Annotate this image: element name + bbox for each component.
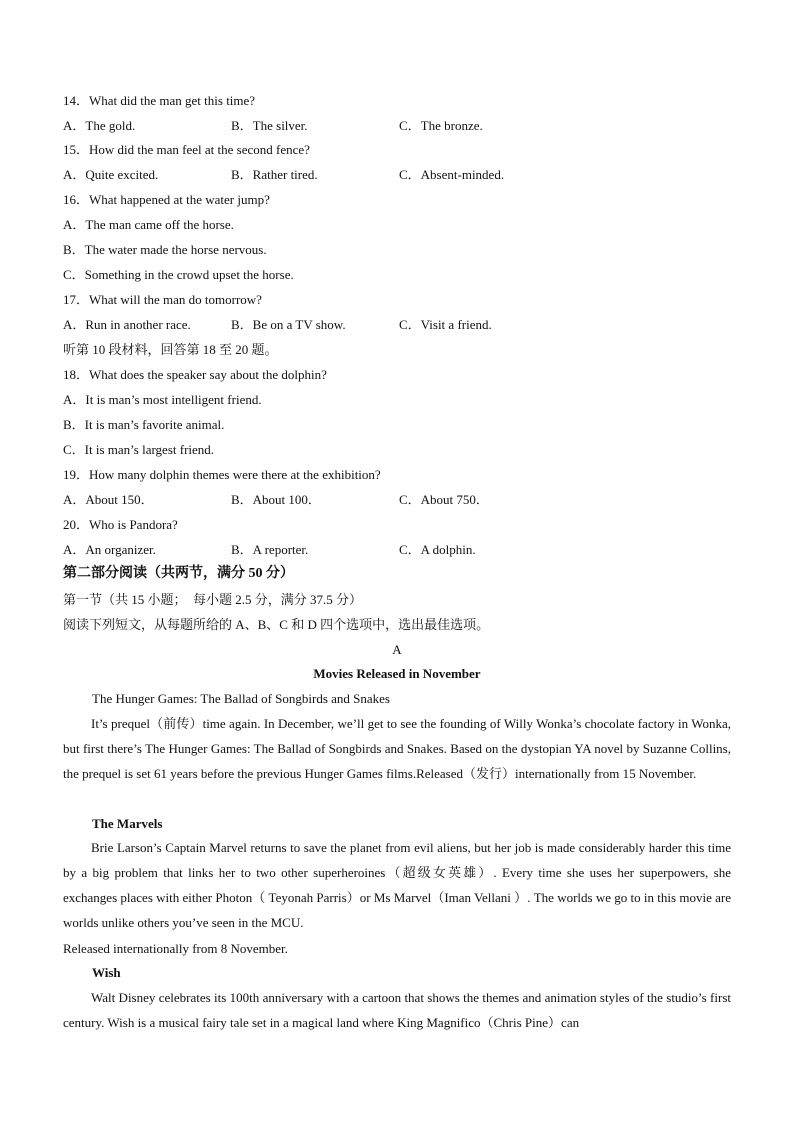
question-16-option-c: C．Something in the crowd upset the horse. (63, 267, 294, 282)
question-14-option-c: C．The bronze. (399, 118, 483, 133)
question-14-option-a: A．The gold. (63, 118, 136, 133)
part-2-instruction: 阅读下列短文，从每题所给的 A、B、C 和 D 四个选项中，选出最佳选项。 (63, 617, 490, 632)
question-15-stem: 15．How did the man feel at the second fence? (63, 142, 310, 157)
question-20-option-c: C．A dolphin. (399, 542, 476, 557)
movie-2-release: Released internationally from 8 November. (63, 941, 288, 956)
movie-2-title: The Marvels (92, 816, 163, 831)
question-17-option-b: B．Be on a TV show. (231, 317, 346, 332)
question-19-stem: 19．How many dolphin themes were there at the exhibition? (63, 467, 381, 482)
question-20-option-a: A．An organizer. (63, 542, 156, 557)
question-14-option-b: B．The silver. (231, 118, 308, 133)
question-18-option-c: C．It is man’s largest friend. (63, 442, 215, 457)
question-16-option-a: A．The man came off the horse. (63, 217, 234, 232)
question-20-stem: 20．Who is Pandora? (63, 517, 178, 532)
question-14-stem: 14．What did the man get this time? (63, 93, 256, 108)
question-16-option-b: B．The water made the horse nervous. (63, 242, 267, 257)
question-17-option-a: A．Run in another race. (63, 317, 191, 332)
part-2-section-1: 第一节（共 15 小题； 每小题 2.5 分，满分 37.5 分） (63, 592, 363, 607)
part-2-title: 第二部分阅读（共两节，满分 50 分） (63, 566, 294, 581)
question-16-stem: 16．What happened at the water jump? (63, 192, 270, 207)
movie-3-title: Wish (92, 965, 121, 980)
question-18-stem: 18．What does the speaker say about the dolphin? (63, 367, 327, 382)
question-17-stem: 17．What will the man do tomorrow? (63, 292, 262, 307)
question-15-option-c: C．Absent-minded. (399, 167, 505, 182)
movie-1-paragraph: It’s prequel（前传）time again. In December, we’ll get to see the founding of Willy Wonka’s chocolate factory in Wonka, but first there’s The Hunger Games: The Ballad of Songbirds and Snakes. Based on the dystopian YA novel by Suzanne Collins, the prequel is set 61 years before the previous Hunger Games films.Released（发行）internationally from 15 November. (63, 716, 731, 781)
question-19-option-c: C．About 750． (399, 492, 489, 507)
question-20-option-b: B．A reporter. (231, 542, 309, 557)
movie-3-paragraph: Walt Disney celebrates its 100th anniversary with a cartoon that shows the themes and animation styles of the studio’s first century. Wish is a musical fairy tale set in a magical land where King Magnifico（Chris Pine）can (63, 990, 731, 1030)
section-10-instruction: 听第 10 段材料，回答第 18 至 20 题。 (63, 342, 278, 357)
question-19-option-a: A．About 150． (63, 492, 154, 507)
question-15-option-a: A．Quite excited. (63, 167, 159, 182)
question-15-option-b: B．Rather tired. (231, 167, 318, 182)
question-18-option-b: B．It is man’s favorite animal. (63, 417, 225, 432)
movie-2-paragraph: Brie Larson’s Captain Marvel returns to save the planet from evil aliens, but her job is made considerably harder this time by a big problem that links her to two other superheroines（超级女英雄）. Every time she uses her superpowers, she exchanges places with either Photon（ Teyonah Parris）or Ms Marvel（Iman Vellani ）. The worlds we go to in this movie are worlds unlike others you’ve seen in the MCU. (63, 840, 731, 930)
passage-title: Movies Released in November (313, 666, 481, 681)
question-18-option-a: A．It is man’s most intelligent friend. (63, 392, 262, 407)
passage-letter: A (392, 642, 402, 657)
question-17-option-c: C．Visit a friend. (399, 317, 492, 332)
question-19-option-b: B．About 100． (231, 492, 321, 507)
movie-1-title: The Hunger Games: The Ballad of Songbirds and Snakes (92, 691, 390, 706)
